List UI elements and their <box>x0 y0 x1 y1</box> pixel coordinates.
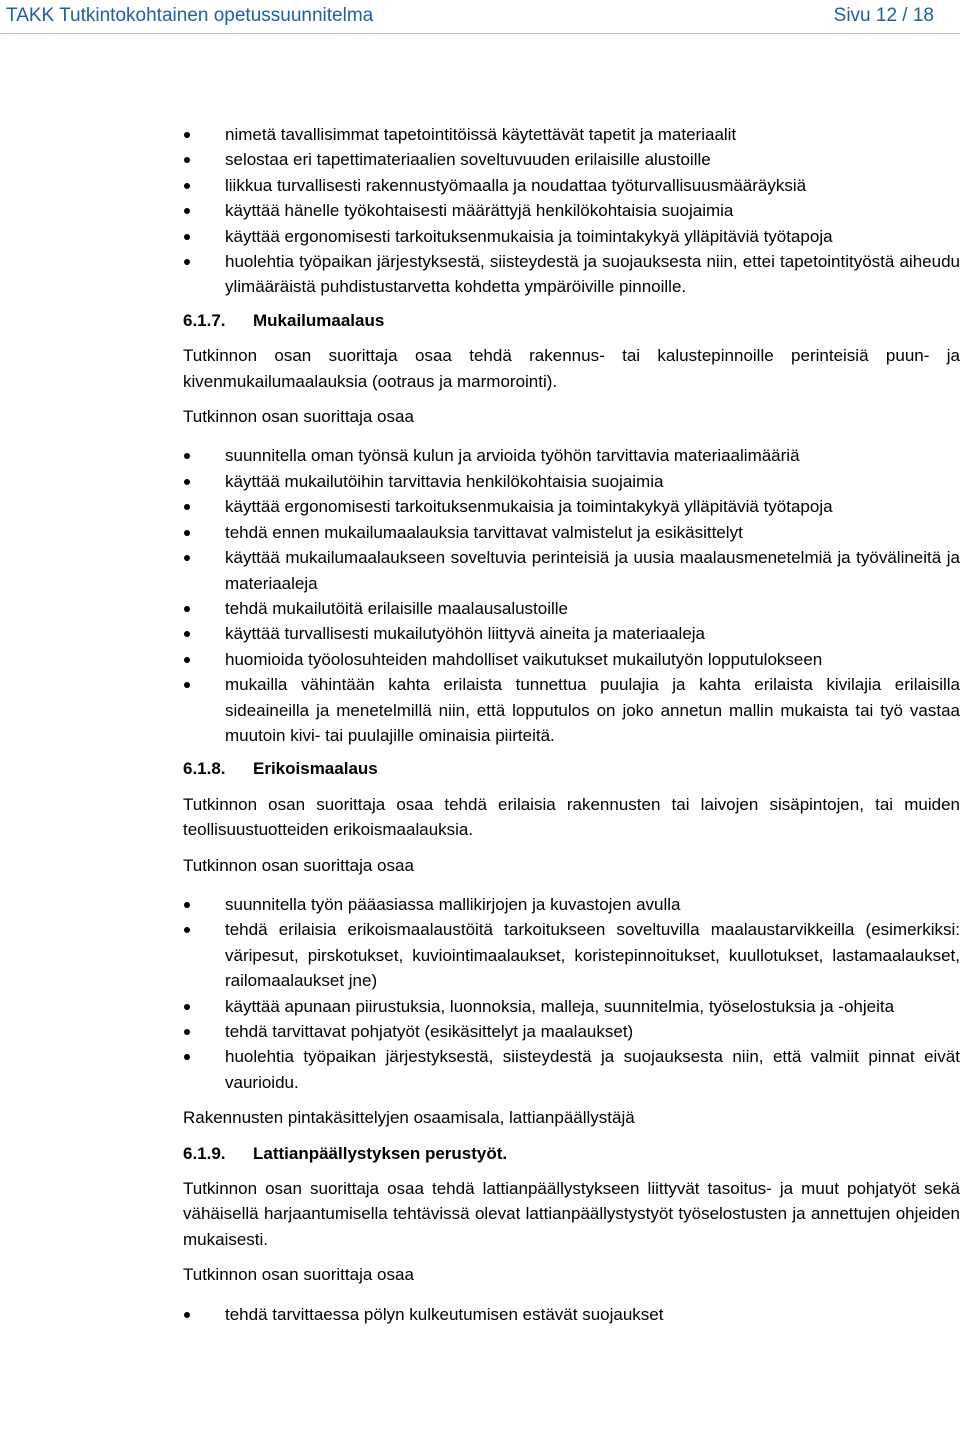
bullet-icon <box>184 682 190 688</box>
section-lead: Tutkinnon osan suorittaja osaa <box>183 855 414 875</box>
list-item <box>183 469 960 494</box>
page-number: Sivu 12 / 18 <box>833 5 934 26</box>
section-title: Lattianpäällystyksen perustyöt. <box>253 1143 508 1163</box>
list-item <box>183 1044 960 1095</box>
list-item <box>183 147 960 172</box>
bullet-icon <box>184 453 190 459</box>
list-item <box>183 545 960 596</box>
list-item <box>183 647 960 672</box>
list-item <box>183 224 960 249</box>
document-body <box>183 122 960 1327</box>
section-title: Erikoismaalaus <box>253 759 378 779</box>
bullet-icon <box>184 504 190 510</box>
list-item-text: tehdä tarvittaessa pölyn kulkeutumisen estävät suojaukset <box>225 1304 664 1324</box>
list-item-text: käyttää turvallisesti mukailutyöhön liittyvä aineita ja materiaaleja <box>225 624 706 644</box>
list-item-text: tehdä mukailutöitä erilaisille maalausalustoille <box>225 598 569 618</box>
bullet-icon <box>184 1054 190 1060</box>
list-item-text: liikkua turvallisesti rakennustyömaalla ja noudattaa työturvallisuusmääräyksiä <box>225 175 807 195</box>
list-item <box>183 173 960 198</box>
list-item <box>183 892 960 917</box>
section-heading-619 <box>183 1141 960 1166</box>
bullet-icon <box>184 1312 190 1318</box>
list-item <box>183 443 960 468</box>
section-heading-618 <box>183 756 960 781</box>
list-item <box>183 122 960 147</box>
section-intro: Tutkinnon osan suorittaja osaa tehdä rakennus- tai kalustepinnoille perinteisiä puun- ja kivenmukailumaalauksia (ootraus ja marmorointi). <box>183 346 960 391</box>
list-item <box>183 596 960 621</box>
list-item-text: käyttää ergonomisesti tarkoituksenmukaisia ja toimintakykyä ylläpitäviä työtapoja <box>225 497 833 517</box>
section-intro: Tutkinnon osan suorittaja osaa tehdä lattianpäällystykseen liittyvät tasoitus- ja muut pohjatyöt sekä vähäisellä harjaantumisella tehtävissä olevat lattianpäällystystyöt työselostusten ja annettujen ohjeiden mukaisesti. <box>183 1179 960 1249</box>
section-number: 6.1.7. <box>183 310 226 330</box>
bullet-list-lattianpaallystys <box>183 1302 960 1327</box>
list-item-text: käyttää apunaan piirustuksia, luonnoksia, malleja, suunnitelmia, työselostuksia ja -ohjeita <box>225 996 895 1016</box>
section-lead: Tutkinnon osan suorittaja osaa <box>183 407 414 427</box>
bullet-icon <box>184 208 190 214</box>
list-item-text: tehdä ennen mukailumaalauksia tarvittavat valmistelut ja esikäsittelyt <box>225 522 743 542</box>
list-item-text: käyttää mukailumaalaukseen soveltuvia perinteisiä ja uusia maalausmenetelmiä ja työvälineitä ja materiaaleja <box>225 548 960 593</box>
section-title: Mukailumaalaus <box>253 310 385 330</box>
osaamisala-heading: Rakennusten pintakäsittelyjen osaamisala, lattianpäällystäjä <box>183 1108 635 1128</box>
section-intro: Tutkinnon osan suorittaja osaa tehdä erilaisia rakennusten tai laivojen sisäpintojen, tai muiden teollisuustuotteiden erikoismaalauksia. <box>183 794 960 840</box>
list-item-text: selostaa eri tapettimateriaalien soveltuvuuden erilaisille alustoille <box>225 150 711 170</box>
list-item <box>183 994 960 1019</box>
list-item <box>183 520 960 545</box>
list-item <box>183 917 960 993</box>
list-item-text: tehdä tarvittavat pohjatyöt (esikäsittelyt ja maalaukset) <box>225 1022 634 1041</box>
bullet-icon <box>184 927 190 933</box>
section-heading-617 <box>183 308 960 333</box>
list-item-text: käyttää ergonomisesti tarkoituksenmukaisia ja toimintakykyä ylläpitäviä työtapoja <box>225 226 833 246</box>
bullet-icon <box>184 657 190 663</box>
list-item-text: tehdä erilaisia erikoismaalaustöitä tarkoitukseen soveltuvilla maalaustarvikkeilla (esimerkiksi: väripesut, pirskotukset, kuviointimaalaukset, koristepinnoitukset, kuullotukset, lastamaalaukset, railomaalaukset jne) <box>225 920 960 991</box>
list-item-text: mukailla vähintään kahta erilaista tunnettua puulajia ja kahta erilaista kivilajia erilaisilla sideaineilla ja menetelmillä niin, että lopputulos on joko annetun mallin mukaista tai työ vastaa muutoin kivi- tai puulajille ominaisia piirteitä. <box>225 675 960 745</box>
bullet-icon <box>184 132 190 138</box>
section-number: 6.1.9. <box>183 1143 226 1163</box>
bullet-icon <box>184 1029 190 1035</box>
list-item-text: huomioida työolosuhteiden mahdolliset vaikutukset mukailutyön lopputulokseen <box>225 649 823 669</box>
bullet-icon <box>184 234 190 240</box>
list-item-text: suunnitella oman työnsä kulun ja arvioida työhön tarvittavia materiaalimääriä <box>225 446 800 466</box>
list-item <box>183 494 960 519</box>
bullet-icon <box>184 157 190 163</box>
list-item <box>183 1019 960 1044</box>
list-item-text: käyttää hänelle työkohtaisesti määrättyjä henkilökohtaisia suojaimia <box>225 201 734 221</box>
bullet-list-mukailumaalaus <box>183 443 960 748</box>
bullet-icon <box>184 259 190 265</box>
bullet-list-erikoismaalaus <box>183 892 960 1095</box>
page-header <box>0 0 960 34</box>
list-item-text: suunnitella työn pääasiassa mallikirjojen ja kuvastojen avulla <box>225 894 681 914</box>
list-item <box>183 198 960 223</box>
header-rule <box>0 33 960 34</box>
document-title: TAKK Tutkintokohtainen opetussuunnitelma <box>6 5 374 26</box>
section-number: 6.1.8. <box>183 759 226 779</box>
section-lead: Tutkinnon osan suorittaja osaa <box>183 1265 414 1285</box>
list-item-text: nimetä tavallisimmat tapetointitöissä käytettävät tapetit ja materiaalit <box>225 125 737 144</box>
list-item <box>183 1302 960 1327</box>
bullet-icon <box>184 902 190 908</box>
bullet-icon <box>184 631 190 637</box>
list-item-text: huolehtia työpaikan järjestyksestä, siisteydestä ja suojauksesta niin, ettei tapetointityöstä aiheudu ylimääräistä puhdistustarvetta kohdetta ympäröiville pinnoille. <box>225 252 960 297</box>
bullet-icon <box>184 183 190 189</box>
list-item-text: huolehtia työpaikan järjestyksestä, siisteydestä ja suojauksesta niin, että valmiit pinnat eivät vaurioidu. <box>225 1047 960 1092</box>
list-item <box>183 249 960 300</box>
bullet-list-tapetointi <box>183 122 960 300</box>
list-item <box>183 672 960 748</box>
bullet-icon <box>184 606 190 612</box>
bullet-icon <box>184 1004 190 1010</box>
bullet-icon <box>184 530 190 536</box>
bullet-icon <box>184 555 190 561</box>
list-item-text: käyttää mukailutöihin tarvittavia henkilökohtaisia suojaimia <box>225 471 664 491</box>
list-item <box>183 621 960 646</box>
bullet-icon <box>184 479 190 485</box>
